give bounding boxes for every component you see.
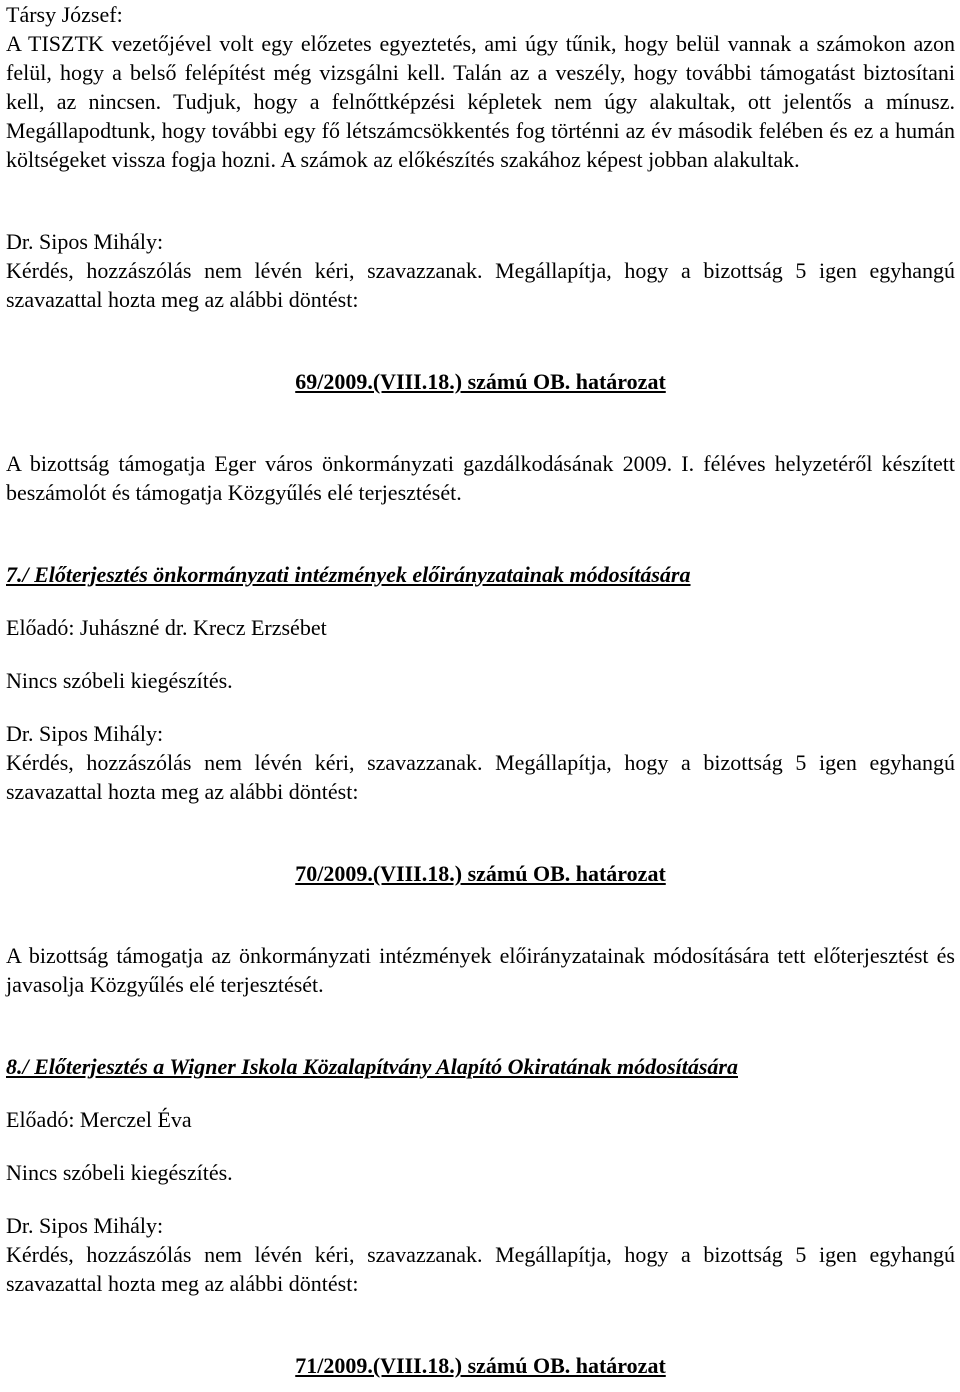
spacer [6, 1298, 955, 1327]
speaker-name: Dr. Sipos Mihály: [6, 1213, 164, 1238]
spacer [6, 1081, 955, 1105]
spacer [6, 642, 955, 666]
speaker-name: Társy József: [6, 2, 123, 27]
spacer [6, 917, 955, 941]
spacer [6, 589, 955, 613]
spacer [6, 999, 955, 1028]
resolution-title: 69/2009.(VIII.18.) számú OB. határozat [295, 369, 666, 394]
spacer [6, 536, 955, 560]
presenter-line: Előadó: Merczel Éva [6, 1107, 192, 1132]
spacer [6, 174, 955, 203]
resolution-text: A bizottság támogatja az önkormányzati intézmények előirányzatainak módosítására tett előterjesztést és javasolja Közgyűlés elé terjesztését. [6, 943, 955, 997]
spacer [6, 203, 955, 227]
speaker-name: Dr. Sipos Mihály: [6, 721, 164, 746]
agenda-item-title: 8./ Előterjesztés a Wigner Iskola Közalapítvány Alapító Okiratának módosítására [6, 1054, 738, 1079]
speech-paragraph: A TISZTK vezetőjével volt egy előzetes egyeztetés, ami úgy tűnik, hogy belül vannak a számokon azon felül, hogy a belső felépítést még vizsgálni kell. Talán az a veszély, hogy további támogatást biztosítani kell, az nincsen. Tudjuk, hogy a felnőttképzési képletek nem úgy alakultak, ott jelentős a mínusz. Megállapodtunk, hogy további egy fő létszámcsökkentés fog történni az év második felében és ez a humán költségeket vissza fogja hozni. A számok az előkészítés szakához képest jobban alakultak. [6, 31, 955, 172]
speech-paragraph: Kérdés, hozzászólás nem lévén kéri, szavazzanak. Megállapítja, hogy a bizottság 5 igen egyhangú szavazattal hozta meg az alábbi döntést: [6, 258, 955, 312]
spacer [6, 314, 955, 343]
presenter-line: Előadó: Juhászné dr. Krecz Erzsébet [6, 615, 327, 640]
resolution-text: A bizottság támogatja Eger város önkormányzati gazdálkodásának 2009. I. féléves helyzetéről készített beszámolót és támogatja Közgyűlés elé terjesztését. [6, 451, 955, 505]
spacer [6, 835, 955, 859]
spacer [6, 888, 955, 917]
spacer [6, 1327, 955, 1351]
agenda-item-title: 7./ Előterjesztés önkormányzati intézmények előirányzatainak módosítására [6, 562, 691, 587]
note-line: Nincs szóbeli kiegészítés. [6, 1160, 233, 1185]
spacer [6, 507, 955, 536]
speaker-name: Dr. Sipos Mihály: [6, 229, 164, 254]
speech-paragraph: Kérdés, hozzászólás nem lévén kéri, szavazzanak. Megállapítja, hogy a bizottság 5 igen egyhangú szavazattal hozta meg az alábbi döntést: [6, 750, 955, 804]
note-line: Nincs szóbeli kiegészítés. [6, 668, 233, 693]
spacer [6, 806, 955, 835]
speech-paragraph: Kérdés, hozzászólás nem lévén kéri, szavazzanak. Megállapítja, hogy a bizottság 5 igen egyhangú szavazattal hozta meg az alábbi döntést: [6, 1242, 955, 1296]
spacer [6, 695, 955, 719]
spacer [6, 1028, 955, 1052]
spacer [6, 1187, 955, 1211]
document-page [6, 0, 955, 1380]
resolution-title: 70/2009.(VIII.18.) számú OB. határozat [295, 861, 666, 886]
resolution-title: 71/2009.(VIII.18.) számú OB. határozat [295, 1353, 666, 1378]
spacer [6, 396, 955, 425]
spacer [6, 425, 955, 449]
spacer [6, 1134, 955, 1158]
spacer [6, 343, 955, 367]
